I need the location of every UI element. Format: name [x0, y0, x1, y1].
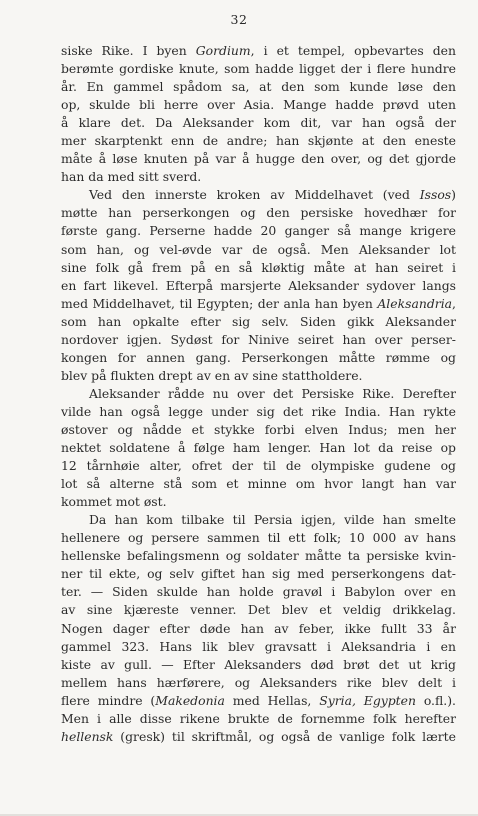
italic-text: Makedonia [155, 692, 225, 708]
text-run: vilde han også legge under sig det rike India. Han rykte [61, 403, 456, 419]
page-number: 32 [230, 12, 248, 27]
text-line [61, 710, 456, 728]
text-line [61, 114, 456, 132]
text-line [61, 620, 456, 638]
text-line [61, 259, 456, 277]
text-run: 12 tårnhøie alter, ofret der til de olympiske gudene og [61, 458, 456, 474]
text-run: møtte han perserkongen og den persiske hovedhær for [61, 205, 456, 221]
text-run: år. En gammel spådom sa, at den som kunde løse den [61, 79, 456, 95]
text-line [61, 204, 456, 222]
text-run: ter. — Siden skulde han holde gravøl i Babylon over en [61, 584, 456, 600]
text-run: mellem hans hærførere, og Aleksanders rike blev delt i [61, 674, 456, 690]
text-run: som han opkalte efter sig selv. Siden gikk Aleksander [61, 313, 456, 329]
text-run: måte å løse knuten på var å hugge den over, og det gjorde [61, 151, 456, 167]
text-run: som han, og vel-øvde var de også. Men Aleksander lot [61, 241, 456, 257]
text-line [61, 475, 456, 493]
text-run: han da med sitt sverd. [61, 169, 202, 185]
text-line [61, 457, 456, 475]
text-line [61, 656, 456, 674]
text-line [61, 638, 456, 656]
text-run: ) [451, 187, 456, 203]
text-run: (gresk) til skriftmål, og også de vanlige folk lærte [113, 728, 456, 744]
italic-text: Aleksandria [377, 295, 453, 311]
text-run: Nogen dager efter døde han av feber, ikke fullt 33 år [61, 620, 456, 636]
text-run: Men i alle disse rikene brukte de fornemme folk herefter [61, 710, 456, 726]
text-run: Aleksander rådde nu over det Persiske Rike. Derefter [89, 385, 456, 401]
text-line [61, 583, 456, 601]
text-line [61, 403, 456, 421]
text-line [61, 186, 456, 204]
text-run: berømte gordiske knute, som hadde ligget der i flere hundre [61, 61, 456, 77]
text-line [61, 565, 456, 583]
text-run: blev på flukten drept av en av sine stattholdere. [61, 367, 363, 383]
text-line [61, 529, 456, 547]
text-run: nordover igjen. Sydøst for Ninive seiret han over perser- [61, 331, 456, 347]
text-run: , i et tempel, opbevartes den [250, 43, 456, 58]
text-line [61, 222, 456, 240]
text-run: med Middelhavet, til Egypten; der anla han byen [61, 295, 378, 311]
italic-text: Gordium [195, 43, 251, 58]
text-run: sine folk gå frem på en så kløktig måte at han seiret i [61, 259, 456, 275]
text-run: lot så alterne stå som et minne om hvor langt han var [61, 476, 456, 492]
italic-text: Issos [419, 187, 452, 203]
text-line [61, 42, 456, 60]
text-line [61, 367, 456, 385]
text-run: gammel 323. Hans lik blev gravsatt i Aleksandria i en [61, 638, 456, 654]
text-run: ner til ekte, og selv giftet han sig med perserkongens dat- [61, 566, 456, 582]
text-run: hellenske befalingsmenn og soldater måtte ta persiske kvin- [61, 548, 456, 564]
text-line [61, 385, 456, 403]
text-run: mer skarptenkt enn de andre; han skjønte at den eneste [61, 133, 456, 149]
text-run: flere mindre ( [61, 692, 156, 708]
text-run: å klare det. Da Aleksander kom dit, var han også der [61, 115, 456, 131]
text-run: siske Rike. I byen [61, 43, 196, 58]
text-line [61, 511, 456, 529]
text-line [61, 168, 456, 186]
body-text [61, 42, 456, 746]
text-line [61, 295, 456, 313]
text-run: østover og nådde et stykke forbi elven Indus; men her [61, 421, 456, 437]
text-line [61, 150, 456, 168]
text-run: kommet mot øst. [61, 494, 167, 510]
text-run: Da han kom tilbake til Persia igjen, vilde han smelte [89, 512, 456, 528]
text-run: o.fl.). [415, 692, 456, 708]
text-run: Ved den innerste kroken av Middelhavet (ved [89, 187, 420, 203]
text-line [61, 132, 456, 150]
text-run: nektet soldatene å følge ham lenger. Han lot da reise op [61, 440, 456, 456]
text-run: første gang. Perserne hadde 20 ganger så mange krigere [61, 223, 456, 239]
text-line [61, 547, 456, 565]
text-run: hellenere og persere sammen til ett folk; 10 000 av hans [61, 530, 456, 546]
text-run: med Hellas, [224, 692, 320, 708]
italic-text: hellensk [61, 728, 114, 744]
text-line [61, 60, 456, 78]
text-line [61, 78, 456, 96]
text-run: av sine kjæreste venner. Det blev et veldig drikkelag. [61, 602, 456, 618]
text-line [61, 674, 456, 692]
text-line [61, 493, 456, 511]
text-run: kongen for annen gang. Perserkongen måtte rømme og [61, 349, 456, 365]
text-line [61, 728, 456, 746]
text-line [61, 313, 456, 331]
text-line [61, 439, 456, 457]
text-run: en fart likevel. Efterpå marsjerte Aleksander sydover langs [61, 277, 456, 293]
italic-text: Syria, Egypten [319, 692, 416, 708]
text-line [61, 241, 456, 259]
text-line [61, 601, 456, 619]
text-line [61, 277, 456, 295]
text-run: op, skulde bli herre over Asia. Mange hadde prøvd uten [61, 97, 456, 113]
text-run: , [452, 295, 456, 311]
text-run: kiste av gull. — Efter Aleksanders død brøt det ut krig [61, 656, 456, 672]
text-line [61, 331, 456, 349]
text-line [61, 96, 456, 114]
text-line [61, 421, 456, 439]
text-line [61, 692, 456, 710]
text-line [61, 349, 456, 367]
